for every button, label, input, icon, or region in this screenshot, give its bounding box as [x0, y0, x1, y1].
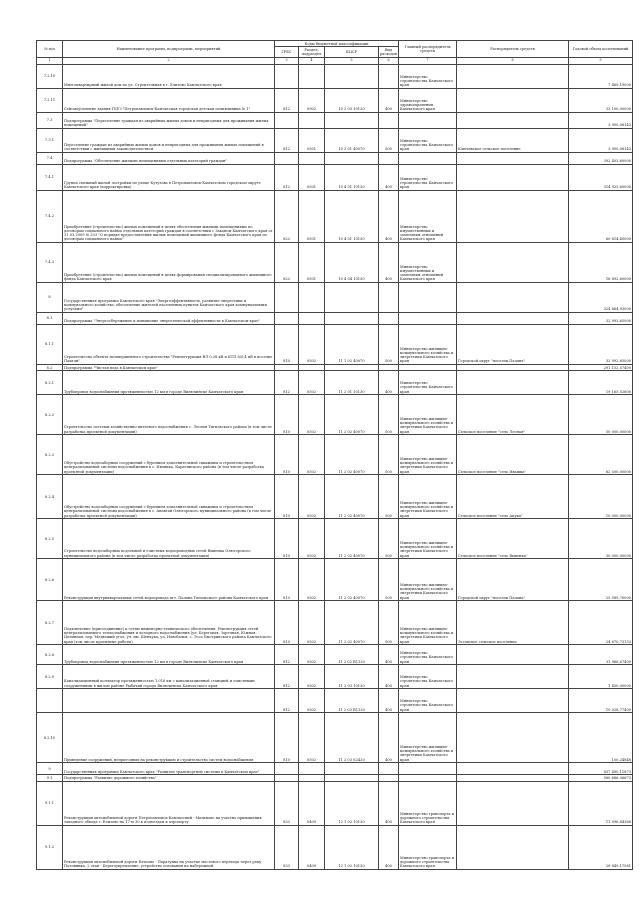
row-vr: 500: [379, 435, 399, 475]
row-name: Реконструкция автомобильной дороги Елизово - Паратунка на участке мостового перехода через реку Половинка. 2 этап - Берегоукрепление, устройство основания на набережной: [63, 825, 275, 869]
row-rzpr: 0502: [299, 665, 325, 689]
table-row: [37, 88, 633, 112]
table-row: [37, 282, 633, 312]
row-rzpr: 0502: [299, 435, 325, 475]
row-name: Реконструкция автомобильной дороги Петропавловск-Камчатский - Мильково на участке примыкания западного обхода г. Елизово на 17-м 30 к подъездам к аэропорту: [63, 781, 275, 825]
row-manager: [457, 242, 569, 282]
row-vr: 400: [379, 371, 399, 395]
row-vr: 500: [379, 128, 399, 152]
row-csr: 11 2 02 40070: [325, 601, 379, 645]
row-name: Строительство объекта незавершенного строительства "Реконструкция ВЛ 0,38 кВ и КТП 6/0,4 кВ в поселке Пахачи": [63, 324, 275, 364]
table-row: [37, 435, 633, 475]
row-grbs: [275, 312, 299, 324]
row-number: 7.4.1: [37, 164, 63, 190]
row-vr: 400: [379, 190, 399, 242]
table-row: [37, 190, 633, 242]
header-main-manager: Главный распорядитель средств: [399, 41, 457, 58]
row-rzpr: 0902: [299, 88, 325, 112]
row-manager: [457, 781, 569, 825]
table-row: [37, 519, 633, 559]
row-grbs: 822: [275, 190, 299, 242]
row-csr: 10 4 01 10130: [325, 190, 379, 242]
row-vr: 400: [379, 665, 399, 689]
header-vr: Вид расходов: [380, 47, 398, 57]
row-sum: 3 900,06143: [569, 112, 633, 128]
row-main-manager: Министерство строительства Камчатского края: [399, 371, 457, 395]
row-name: Трубопровод водоснабжения протяженностью 12 км в городе Вилючинске Камчатского края: [63, 371, 275, 395]
row-csr: 11 2 01 10130: [325, 371, 379, 395]
table-row: [37, 713, 633, 763]
colnum: 5: [325, 57, 379, 64]
row-vr: 500: [379, 601, 399, 645]
colnum: 6: [379, 57, 399, 64]
row-rzpr: 0502: [299, 395, 325, 435]
row-manager: Эссовское сельское поселение: [457, 601, 569, 645]
row-name: Трубопровод водоснабжения протяженностью 12 км в городе Вилючинске Камчатского края: [63, 645, 275, 665]
row-sum: 60 614,40000: [569, 190, 633, 242]
row-csr: 12 1 02 10130: [325, 825, 379, 869]
row-main-manager: Министерство жилищно-коммунального хозяйства и энергетики Камчатского края: [399, 519, 457, 559]
row-manager: [457, 88, 569, 112]
row-sum: 24 670,73153: [569, 601, 633, 645]
row-grbs: 812: [275, 164, 299, 190]
row-sum: 25 589,70000: [569, 559, 633, 601]
row-vr: [379, 112, 399, 128]
table-row: [37, 395, 633, 435]
row-main-manager: Министерство жилищно-коммунального хозяйства и энергетики Камчатского края: [399, 324, 457, 364]
row-main-manager: Министерство транспорта и дорожного строительства Камчатского края: [399, 825, 457, 869]
row-vr: 400: [379, 88, 399, 112]
row-manager: [457, 763, 569, 775]
row-name: Подпрограмма "Переселение граждан из аварийных жилых домов и непригодных для проживания жилых помещений": [63, 112, 275, 128]
header-manager: Распорядитель средств: [457, 41, 569, 58]
row-number: 8.2.5: [37, 519, 63, 559]
row-vr: [379, 763, 399, 775]
row-csr: 11 2 02 40070: [325, 395, 379, 435]
row-name: Государственная программа Камчатского края "Энергоэффективность, развитие энергетики и коммунального хозяйства, обеспечение жителей населенных пунктов Камчатского края коммунальными услугами": [63, 282, 275, 312]
row-rzpr: 0502: [299, 713, 325, 763]
row-csr: 10 3 01 40070: [325, 128, 379, 152]
row-name: Реконструкция внутриквартальных сетей водопровода пгт. Палана Тигильского района Камчатского края: [63, 559, 275, 601]
table-row: [37, 665, 633, 689]
row-manager: [457, 152, 569, 164]
row-sum: 3 900,06143: [569, 128, 633, 152]
row-main-manager: [399, 763, 457, 775]
row-grbs: [275, 763, 299, 775]
row-rzpr: 0502: [299, 689, 325, 713]
row-grbs: [275, 64, 299, 88]
row-grbs: 810: [275, 395, 299, 435]
row-vr: 500: [379, 519, 399, 559]
row-name: Группа смежный жилой застройки по улице Кутузова в Петропавловск-Камчатском городском округе Камчатского края (корректировка): [63, 164, 275, 190]
row-number: 8.2.9: [37, 665, 63, 689]
row-csr: 11 2 03 R1130: [325, 689, 379, 713]
header-volume: Годовой объем ассигнований: [569, 41, 633, 58]
row-number: 8.2.10: [37, 713, 63, 763]
row-name: Подпрограмма "Развитие дорожного хозяйства": [63, 775, 275, 781]
row-vr: 400: [379, 713, 399, 763]
row-main-manager: Министерство здравоохранения Камчатского края: [399, 88, 457, 112]
row-manager: Сельское поселение "село Лесная": [457, 395, 569, 435]
row-sum: 32 992,65000: [569, 324, 633, 364]
row-sum: 31 966,67400: [569, 645, 633, 665]
row-manager: [457, 665, 569, 689]
row-sum: 62 500,00000: [569, 435, 633, 475]
row-rzpr: [299, 312, 325, 324]
row-sum: 30 000,00000: [569, 519, 633, 559]
row-vr: [379, 152, 399, 164]
row-vr: [379, 282, 399, 312]
row-manager: Городской округ "поселок Палана": [457, 324, 569, 364]
row-vr: 500: [379, 324, 399, 364]
row-number: 7.2.10: [37, 64, 63, 88]
colnum: 9: [569, 57, 633, 64]
row-manager: [457, 112, 569, 128]
header-rzpr: Раздел, подраздел: [299, 47, 325, 57]
row-main-manager: Министерство строительства Камчатского края: [399, 665, 457, 689]
row-number: 7.4.2: [37, 190, 63, 242]
row-grbs: 810: [275, 713, 299, 763]
header-no: № п/п: [37, 41, 63, 58]
row-number: 8.2.8: [37, 645, 63, 665]
row-main-manager: Министерство строительства Камчатского края: [399, 64, 457, 88]
row-main-manager: Министерство жилищно-коммунального хозяйства и энергетики Камчатского края: [399, 395, 457, 435]
row-sum: 100,24848: [569, 713, 633, 763]
row-sum: 28 849,17561: [569, 825, 633, 869]
table-row: [37, 112, 633, 128]
table-row: [37, 64, 633, 88]
row-number: 8.2.6: [37, 559, 63, 601]
row-csr: 11 2 02 40070: [325, 475, 379, 519]
row-grbs: 810: [275, 435, 299, 475]
row-sum: 50 000,00000: [569, 395, 633, 435]
row-main-manager: Министерство жилищно-коммунального хозяйства и энергетики Камчатского края: [399, 475, 457, 519]
row-manager: [457, 312, 569, 324]
row-manager: Ключевское сельское поселение: [457, 128, 569, 152]
row-sum: 16 892,60000: [569, 242, 633, 282]
row-sum: 10 028,77400: [569, 689, 633, 713]
row-csr: [325, 763, 379, 775]
row-csr: 11 2 03 10130: [325, 665, 379, 689]
row-vr: 500: [379, 395, 399, 435]
row-grbs: [275, 112, 299, 128]
row-number: 7.3.1: [37, 128, 63, 152]
row-csr: 12 1 02 10130: [325, 781, 379, 825]
row-number: 8.2.3: [37, 435, 63, 475]
table-row: [37, 371, 633, 395]
row-sum: 32 992,65000: [569, 312, 633, 324]
row-manager: [457, 713, 569, 763]
table-row: [37, 152, 633, 164]
row-name: Обустройство водозаборных сооружений с бурением дополнительной скважины и строительством централизованной системы водоснабжения в с. Анавгай Олюторского муниципального района (в том числе разработка проектной документации): [63, 475, 275, 519]
row-manager: [457, 190, 569, 242]
row-grbs: 810: [275, 559, 299, 601]
table-row: [37, 324, 633, 364]
row-grbs: 812: [275, 88, 299, 112]
row-sum: 19 165,52600: [569, 371, 633, 395]
row-sum: 291 152,57400: [569, 364, 633, 370]
table-row: [37, 763, 633, 775]
row-sum: 314 925,60000: [569, 164, 633, 190]
row-grbs: 810: [275, 601, 299, 645]
colnum: 4: [299, 57, 325, 64]
row-main-manager: Министерство строительства Камчатского края: [399, 645, 457, 665]
row-number: 7.4: [37, 152, 63, 164]
row-csr: [325, 64, 379, 88]
row-csr: 11 2 02 40070: [325, 519, 379, 559]
row-main-manager: Министерство имущественных и земельных отношений Камчатского края: [399, 190, 457, 242]
row-vr: [379, 312, 399, 324]
row-vr: 400: [379, 645, 399, 665]
row-number: 9.1.2: [37, 825, 63, 869]
row-number: 8.2: [37, 364, 63, 370]
row-rzpr: 0502: [299, 371, 325, 395]
row-manager: Сельское поселение "село Ивашка": [457, 435, 569, 475]
row-manager: Городской округ "поселок Палана": [457, 559, 569, 601]
row-manager: Сельское поселение "село Апука": [457, 475, 569, 519]
row-name: Приведение сооружений, непригодных на реконструкцию и строительство систем водоснабжения: [63, 713, 275, 763]
row-vr: 400: [379, 242, 399, 282]
row-number: 7.2.11: [37, 88, 63, 112]
row-vr: [379, 64, 399, 88]
row-sum: 11 096,84366: [569, 781, 633, 825]
table-row: [37, 825, 633, 869]
row-csr: 11 2 02 40070: [325, 435, 379, 475]
row-number: [37, 689, 63, 713]
row-rzpr: 0502: [299, 645, 325, 665]
row-name: Подпрограмма "Энергосбережение и повышение энергетической эффективности в Камчатском крае": [63, 312, 275, 324]
row-name: Обустройство водозаборных сооружений с бурением дополнительной скважины и строительством централизованной системы водоснабжения в с. Иваника, Карагинского района (в том числе разработка проектной документации): [63, 435, 275, 475]
row-number: 8.1.1: [37, 324, 63, 364]
row-vr: 500: [379, 475, 399, 519]
table-row: [37, 242, 633, 282]
colnum: 2: [63, 57, 275, 64]
row-csr: 10 4 04 10130: [325, 242, 379, 282]
row-vr: 500: [379, 559, 399, 601]
row-csr: 11 1 02 40070: [325, 324, 379, 364]
row-sum: 560 686,36673: [569, 775, 633, 781]
row-main-manager: [399, 282, 457, 312]
row-grbs: 810: [275, 519, 299, 559]
row-rzpr: [299, 282, 325, 312]
table-row: [37, 312, 633, 324]
row-vr: 400: [379, 689, 399, 713]
row-rzpr: [299, 763, 325, 775]
row-grbs: 812: [275, 645, 299, 665]
row-manager: [457, 689, 569, 713]
row-grbs: 812: [275, 128, 299, 152]
row-sum: 392 402,60000: [569, 152, 633, 164]
row-main-manager: Министерство имущественных и земельных отношений Камчатского края: [399, 242, 457, 282]
row-name: Государственная программа Камчатского края "Развитие транспортной системы в Камчатском крае": [63, 763, 275, 775]
row-main-manager: Министерство жилищно-коммунального хозяйства и энергетики Камчатского края: [399, 713, 457, 763]
table-body: [37, 64, 633, 869]
row-rzpr: 0502: [299, 601, 325, 645]
row-rzpr: 0501: [299, 164, 325, 190]
row-main-manager: Министерство строительства Камчатского края: [399, 128, 457, 152]
row-name: Приобретение (строительство) жилых помещений в целях формирования специализированного жилищного фонда Камчатского края: [63, 242, 275, 282]
row-rzpr: 0409: [299, 781, 325, 825]
row-name: Строительство водозаборных подземной и очистных водопроводных сетей Вывенка Олюторского муниципального района (в том числе разработка проектной документации): [63, 519, 275, 559]
row-rzpr: 0502: [299, 475, 325, 519]
row-name: Подпрограмма "Обеспечение жилыми помещениями отдельных категорий граждан": [63, 152, 275, 164]
row-manager: [457, 645, 569, 665]
row-number: 8.2.7: [37, 601, 63, 645]
row-name: Подпрограмма "Чистая вода в Камчатском крае": [63, 364, 275, 370]
row-name: Приобретение (строительство) жилых помещений в целях обеспечения жилыми помещениями по договорам социального найма отдельных категорий граждан в соответствии с Законом Камчатского края от 31.03.2009 № 253 "О порядке предоставления жилых помещений жилищного фонда Камчатского края по договорам социального найма": [63, 190, 275, 242]
row-number: 9.1.1: [37, 781, 63, 825]
row-name: Строительство системы хозяйственно-питьевого водоснабжения с. Лесная Тигильского района (в том числе разработка проектной документации): [63, 395, 275, 435]
row-rzpr: 0502: [299, 559, 325, 601]
row-grbs: 812: [275, 371, 299, 395]
row-name: Канализационный коллектор протяженностью 1,016 км с канализационной станцией и очистными сооружениями в жилом районе Рыбачий города Вилючинска Камчатского края: [63, 665, 275, 689]
row-manager: [457, 64, 569, 88]
row-grbs: 812: [275, 689, 299, 713]
table-row: [37, 601, 633, 645]
row-csr: 11 2 03 S2420: [325, 713, 379, 763]
row-csr: 11 2 02 R1130: [325, 645, 379, 665]
row-rzpr: 0502: [299, 519, 325, 559]
row-vr: 400: [379, 781, 399, 825]
row-sum: 33 100,00000: [569, 88, 633, 112]
row-sum: 837 490,11873: [569, 763, 633, 775]
row-csr: 10 2 03 10120: [325, 88, 379, 112]
row-number: 8.1: [37, 312, 63, 324]
table-row: [37, 781, 633, 825]
row-grbs: 833: [275, 781, 299, 825]
row-rzpr: [299, 112, 325, 128]
row-number: 7.3: [37, 112, 63, 128]
row-vr: 400: [379, 164, 399, 190]
row-number: 8: [37, 282, 63, 312]
header-codes: Коды бюджетной классификации: [275, 41, 399, 47]
row-number: 8.2.1: [37, 371, 63, 395]
colnum: 1: [37, 57, 63, 64]
row-grbs: [275, 282, 299, 312]
row-manager: Сельское поселение "село Вывенка": [457, 519, 569, 559]
row-name: Сейсмоусиление здания ГБУЗ "Петропавловск-Камчатская городская детская поликлиника № 1": [63, 88, 275, 112]
row-main-manager: Министерство жилищно-коммунального хозяйства и энергетики Камчатского края: [399, 559, 457, 601]
row-vr: 400: [379, 825, 399, 869]
table-row: [37, 128, 633, 152]
row-manager: [457, 282, 569, 312]
row-number: 8.2.2: [37, 395, 63, 435]
row-main-manager: [399, 152, 457, 164]
row-grbs: [275, 152, 299, 164]
row-main-manager: Министерство строительства Камчатского края: [399, 689, 457, 713]
row-rzpr: 0501: [299, 242, 325, 282]
row-csr: [325, 282, 379, 312]
row-rzpr: 0502: [299, 324, 325, 364]
row-name: Многоквартирный жилой дом по ул. Строительная в г. Елизово Камчатского края: [63, 64, 275, 88]
row-csr: [325, 112, 379, 128]
row-name: [63, 689, 275, 713]
row-sum: 1 450,00000: [569, 665, 633, 689]
table-row: [37, 559, 633, 601]
header-csr: КЦСР: [325, 47, 379, 57]
row-sum: 10 000,00000: [569, 475, 633, 519]
row-grbs: 833: [275, 825, 299, 869]
row-number: 9: [37, 763, 63, 775]
row-csr: 10 4 01 10130: [325, 164, 379, 190]
row-sum: 7 469,19000: [569, 64, 633, 88]
row-main-manager: [399, 112, 457, 128]
row-number: 7.4.3: [37, 242, 63, 282]
colnum: 7: [399, 57, 457, 64]
row-main-manager: Министерство жилищно-коммунального хозяйства и энергетики Камчатского края: [399, 601, 457, 645]
table-row: [37, 475, 633, 519]
row-manager: [457, 825, 569, 869]
row-manager: [457, 164, 569, 190]
row-sum: 324 864,93000: [569, 282, 633, 312]
row-name: Подключение (присоединение) к сетям инженерно-технического обеспечения. Реконструкция сетей централизованного теплоснабжения и холодного водоснабжения (ул. Береговая, Заречная, Южная, Целинная, пер. Медвежий угол, ул. им. Шевчука, ул. Новобачья, с. Эссо Быстринского района Камчатского края (том числе проектные работы): [63, 601, 275, 645]
row-rzpr: 0501: [299, 128, 325, 152]
row-main-manager: [399, 312, 457, 324]
row-main-manager: Министерство транспорта и дорожного строительства Камчатского края: [399, 781, 457, 825]
table-row: [37, 689, 633, 713]
row-main-manager: Министерство строительства Камчатского края: [399, 164, 457, 190]
row-name: Переселение граждан из аварийных жилых домов и непригодных для проживания жилых помещений в соответствии с жилищным законодательством: [63, 128, 275, 152]
row-grbs: 812: [275, 665, 299, 689]
row-grbs: 810: [275, 324, 299, 364]
header-name: Наименование программ, подпрограмм, мероприятий: [63, 41, 275, 58]
row-manager: [457, 371, 569, 395]
header-grbs: ГРБС: [275, 47, 299, 57]
row-number: 8.2.4: [37, 475, 63, 519]
table-row: [37, 645, 633, 665]
row-grbs: 822: [275, 242, 299, 282]
row-rzpr: [299, 64, 325, 88]
row-rzpr: 0409: [299, 825, 325, 869]
row-grbs: 810: [275, 475, 299, 519]
row-csr: [325, 312, 379, 324]
row-rzpr: [299, 152, 325, 164]
table-row: [37, 164, 633, 190]
budget-table: [36, 40, 633, 870]
colnum: 3: [275, 57, 299, 64]
row-csr: 11 2 02 40070: [325, 559, 379, 601]
row-rzpr: 0501: [299, 190, 325, 242]
colnum: 8: [457, 57, 569, 64]
row-main-manager: Министерство жилищно-коммунального хозяйства и энергетики Камчатского края: [399, 435, 457, 475]
row-number: 9.1: [37, 775, 63, 781]
row-csr: [325, 152, 379, 164]
